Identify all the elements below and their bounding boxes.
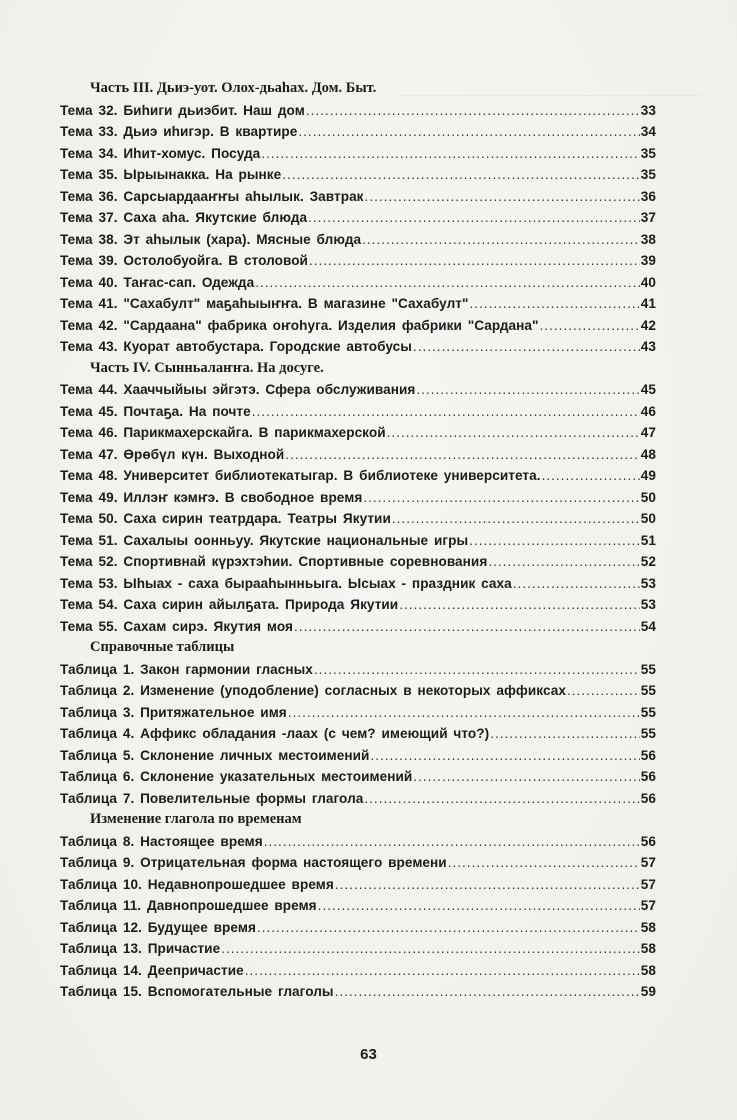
toc-entry-title: Тема 34. Иһит-хомус. Посуда <box>60 145 261 161</box>
toc-entry-page: 58 <box>640 941 656 956</box>
toc-entry-page: 57 <box>640 898 656 913</box>
dot-leader <box>294 616 640 638</box>
toc-entry <box>60 121 656 143</box>
toc-entry <box>60 659 656 681</box>
dot-leader <box>298 121 639 143</box>
toc-entry-title: Тема 48. Университет библиотекатыгар. В библиотеке университета. <box>60 468 541 483</box>
toc-entry-title: Таблица 5. Склонение личных местоимений <box>60 747 370 763</box>
toc-entry-page: 52 <box>640 554 656 569</box>
toc-entry <box>60 788 656 810</box>
toc-entry-page: 37 <box>640 210 656 225</box>
toc-entry <box>60 508 656 530</box>
dot-leader <box>255 272 640 294</box>
toc-entry <box>60 272 656 294</box>
toc-entry <box>60 100 656 122</box>
toc-entry-page: 50 <box>640 511 656 526</box>
dot-leader <box>306 100 640 122</box>
toc-entry-title: Таблица 4. Аффикс обладания -лаах (с чем? имеющий что?) <box>60 726 490 741</box>
toc-entry-page: 46 <box>640 403 656 419</box>
dot-leader <box>413 766 639 788</box>
toc-entry-page: 58 <box>640 919 656 935</box>
toc-entry <box>60 207 656 229</box>
toc-entry-title: Таблица 15. Вспомогательные глаголы <box>60 984 334 999</box>
toc-entry-title: Тема 54. Саха сирин айылҕата. Природа Якутии <box>60 597 399 612</box>
toc-entry-page: 56 <box>640 747 656 763</box>
toc-entry-title: Тема 39. Остолобуойга. В столовой <box>60 253 308 268</box>
toc-entry <box>60 766 656 788</box>
toc-entry-page: 56 <box>640 790 656 806</box>
section-heading: Справочные таблицы <box>90 639 235 655</box>
toc-entry <box>60 164 656 186</box>
toc-entry-page: 56 <box>640 833 656 849</box>
dot-leader <box>540 315 640 337</box>
dot-leader <box>309 250 640 272</box>
toc-entry <box>60 702 656 724</box>
toc-entry <box>60 960 656 982</box>
toc-entry-title: Тема 51. Сахалыы оонньуу. Якутские национальные игры <box>60 532 469 548</box>
dot-leader <box>363 487 639 509</box>
toc-entry-title: Тема 41. "Сахабулт" маҕаһыыҥҥа. В магазине "Сахабулт" <box>60 296 469 311</box>
toc-entry-page: 59 <box>640 984 656 999</box>
dot-leader <box>264 831 640 853</box>
dot-leader <box>285 444 639 466</box>
dot-leader <box>282 164 640 186</box>
toc-entry <box>60 315 656 337</box>
toc-entry <box>60 938 656 960</box>
toc-entry <box>60 336 656 358</box>
toc-entry <box>60 229 656 251</box>
toc-entry-title: Таблица 13. Причастие <box>60 941 221 956</box>
toc-entry-page: 47 <box>640 425 656 440</box>
dot-leader <box>252 401 640 423</box>
toc-entry-title: Таблица 1. Закон гармонии гласных <box>60 661 313 677</box>
dot-leader <box>469 293 639 315</box>
dot-leader <box>392 508 640 530</box>
toc-entry-page: 34 <box>640 124 656 139</box>
dot-leader <box>245 960 640 982</box>
dot-leader <box>318 895 640 917</box>
section-heading: Часть III. Дьиэ-уот. Олох-дьаһах. Дом. Быт. <box>90 80 377 96</box>
toc-entry-page: 58 <box>640 962 656 978</box>
dot-leader <box>335 981 640 1003</box>
dot-leader <box>490 723 640 745</box>
table-of-contents <box>60 78 656 1003</box>
toc-entry-page: 55 <box>640 726 656 741</box>
toc-entry-title: Тема 37. Саха аһа. Якутские блюда <box>60 210 308 225</box>
dot-leader <box>567 680 640 702</box>
toc-entry-page: 39 <box>640 253 656 268</box>
toc-entry <box>60 487 656 509</box>
dot-leader <box>257 917 640 939</box>
toc-entry <box>60 745 656 767</box>
dot-leader <box>362 229 640 251</box>
toc-entry-page: 33 <box>640 102 656 118</box>
toc-entry-title: Таблица 8. Настоящее время <box>60 833 263 849</box>
dot-leader <box>542 465 640 487</box>
toc-entry-title: Тема 33. Дьиэ иһигэр. В квартире <box>60 124 298 139</box>
dot-leader <box>370 745 639 767</box>
toc-entry-title: Тема 46. Парикмахерскайга. В парикмахерской <box>60 425 386 440</box>
toc-entry <box>60 981 656 1003</box>
page-number: 63 <box>360 1046 377 1063</box>
toc-entry-title: Тема 49. Иллэҥ кэмҥэ. В свободное время <box>60 489 363 505</box>
toc-entry <box>60 917 656 939</box>
dot-leader <box>399 594 640 616</box>
toc-entry-title: Таблица 6. Склонение указательных местоимений <box>60 769 413 784</box>
toc-entry <box>60 852 656 874</box>
dot-leader <box>387 422 640 444</box>
section-heading: Часть IV. Сынньалаҥҥа. На досуге. <box>90 359 324 376</box>
toc-entry-title: Таблица 10. Недавнопрошедшее время <box>60 876 334 892</box>
toc-entry-title: Таблица 14. Деепричастие <box>60 962 244 978</box>
toc-entry <box>60 250 656 272</box>
toc-entry-page: 35 <box>640 167 656 182</box>
toc-entry <box>60 465 656 487</box>
dot-leader <box>308 207 640 229</box>
dot-leader <box>288 702 640 724</box>
dot-leader <box>365 186 640 208</box>
toc-entry-page: 42 <box>640 317 656 333</box>
toc-entry <box>60 723 656 745</box>
toc-entry-title: Тема 55. Сахам сирэ. Якутия моя <box>60 618 293 634</box>
toc-entry-page: 49 <box>640 468 656 483</box>
toc-entry <box>60 293 656 315</box>
toc-entry <box>60 616 656 638</box>
toc-entry-title: Тема 45. Почтаҕа. На почте <box>60 403 251 419</box>
toc-entry-title: Таблица 9. Отрицательная форма настоящего времени <box>60 855 447 870</box>
toc-entry-title: Тема 42. "Сардаана" фабрика оҥоһуга. Изделия фабрики "Сардана" <box>60 317 539 333</box>
toc-entry-page: 50 <box>640 489 656 505</box>
toc-entry-page: 38 <box>640 231 656 247</box>
toc-entry <box>60 551 656 573</box>
toc-entry-title: Таблица 12. Будущее время <box>60 919 256 935</box>
toc-entry-page: 57 <box>640 876 656 892</box>
toc-entry-title: Тема 36. Сарсыардааҥҥы аһылык. Завтрак <box>60 188 364 204</box>
dot-leader <box>469 530 640 552</box>
toc-entry-page: 36 <box>640 188 656 204</box>
toc-entry-page: 51 <box>640 532 656 548</box>
toc-entry <box>60 186 656 208</box>
dot-leader <box>413 336 640 358</box>
toc-entry <box>60 143 656 165</box>
toc-entry-title: Тема 47. Өрөбүл күн. Выходной <box>60 446 285 462</box>
dot-leader <box>416 379 639 401</box>
dot-leader <box>335 874 640 896</box>
toc-entry <box>60 444 656 466</box>
toc-entry-page: 55 <box>640 704 656 720</box>
toc-entry-page: 55 <box>640 683 656 698</box>
toc-entry-title: Тема 38. Эт аһылык (хара). Мясные блюда <box>60 231 362 247</box>
toc-entry <box>60 680 656 702</box>
toc-entry-page: 53 <box>640 575 656 591</box>
toc-entry-title: Тема 35. Ырыынакка. На рынке <box>60 167 282 182</box>
dot-leader <box>448 852 640 874</box>
toc-entry-title: Тема 52. Спортивнай күрэхтэһии. Спортивные соревнования <box>60 554 488 569</box>
toc-entry <box>60 594 656 616</box>
toc-entry-title: Таблица 7. Повелительные формы глагола <box>60 790 364 806</box>
toc-entry <box>60 401 656 423</box>
toc-entry-title: Тема 44. Хааччыйыы эйгэтэ. Сфера обслуживания <box>60 382 416 397</box>
toc-entry-page: 43 <box>640 339 656 354</box>
toc-entry-title: Тема 32. Биһиги дьиэбит. Наш дом <box>60 102 305 118</box>
toc-entry-page: 54 <box>640 618 656 634</box>
toc-entry <box>60 573 656 595</box>
toc-entry-page: 48 <box>640 446 656 462</box>
toc-entry-title: Таблица 2. Изменение (уподобление) согласных в некоторых аффиксах <box>60 683 566 698</box>
toc-entry-title: Таблица 3. Притяжательное имя <box>60 704 287 720</box>
dot-leader <box>488 551 639 573</box>
toc-entry-title: Тема 43. Куорат автобустара. Городские автобусы <box>60 339 412 354</box>
toc-entry <box>60 831 656 853</box>
toc-entry <box>60 874 656 896</box>
toc-entry-page: 57 <box>640 855 656 870</box>
toc-entry <box>60 379 656 401</box>
dot-leader <box>364 788 639 810</box>
toc-entry <box>60 530 656 552</box>
toc-entry-title: Тема 40. Таҥас-сап. Одежда <box>60 274 255 290</box>
dot-leader <box>221 938 640 960</box>
toc-entry-page: 56 <box>640 769 656 784</box>
toc-entry-page: 35 <box>640 145 656 161</box>
dot-leader <box>261 143 639 165</box>
toc-entry-page: 40 <box>640 274 656 290</box>
toc-entry-page: 41 <box>640 296 656 311</box>
toc-entry-page: 53 <box>640 597 656 612</box>
dot-leader <box>513 573 640 595</box>
toc-entry-page: 55 <box>640 661 656 677</box>
toc-entry-title: Таблица 11. Давнопрошедшее время <box>60 898 317 913</box>
toc-entry-title: Тема 53. Ыһыах - саха бырааһынньыга. Ысыах - праздник саха <box>60 575 512 591</box>
toc-entry-page: 45 <box>640 382 656 397</box>
toc-entry <box>60 422 656 444</box>
toc-entry <box>60 895 656 917</box>
section-heading: Изменение глагола по временам <box>90 811 302 827</box>
toc-entry-title: Тема 50. Саха сирин театрдара. Театры Якутии <box>60 511 391 526</box>
dot-leader <box>314 659 640 681</box>
